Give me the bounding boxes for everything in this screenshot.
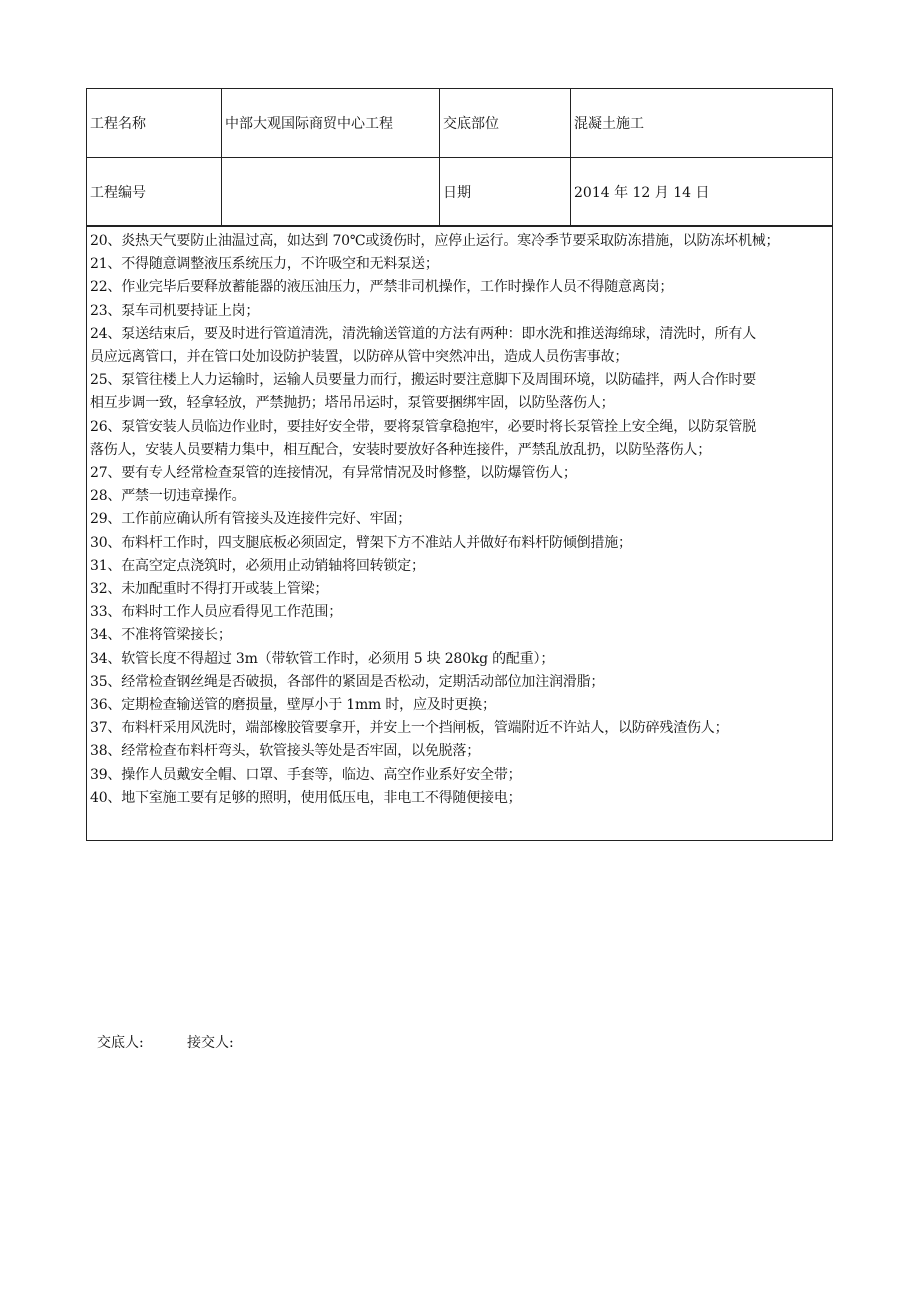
project-no-label: 工程编号 (87, 158, 222, 227)
content-line: 23、泵车司机要持证上岗； (90, 302, 260, 319)
content-line: 37、布料杆采用风洗时，端部橡胶管要拿开，并安上一个挡闸板，管端附近不许站人，以防碎残渣伤人； (90, 720, 729, 737)
content-line: 31、在高空定点浇筑时，必须用止动销轴将回转锁定； (90, 557, 425, 574)
content-line: 29、工作前应确认所有管接头及连接件完好、牢固； (90, 511, 412, 528)
content-line: 30、布料杆工作时，四支腿底板必须固定，臂架下方不准站人并做好布料杆防倾倒措施； (90, 534, 632, 551)
date-label: 日期 (440, 158, 571, 227)
content-line: 员应远离管口，并在管口处加设防护装置，以防碎从管中突然冲出，造成人员伤害事故； (90, 349, 629, 366)
location-label: 交底部位 (440, 89, 571, 158)
header-table (86, 88, 833, 227)
project-no-value (222, 158, 440, 227)
header-row-2 (87, 158, 833, 227)
location-value: 混凝土施工 (571, 89, 833, 158)
content-line: 25、泵管往楼上人力运输时，运输人员要量力而行，搬运时要注意脚下及周围环境，以防磕拌，两人合作时要 (90, 372, 757, 389)
project-name-label: 工程名称 (87, 89, 222, 158)
disclosure-content (86, 225, 833, 841)
content-line: 38、经常检查布料杆弯头，软管接头等处是否牢固，以免脱落； (90, 743, 481, 760)
content-line: 40、地下室施工要有足够的照明，使用低压电，非电工不得随便接电； (90, 789, 522, 806)
content-line: 34、不准将管梁接长； (90, 627, 232, 644)
header-row-1 (87, 89, 833, 158)
discloser-label: 交底人: (97, 1035, 144, 1051)
content-line: 落伤人，安装人员要精力集中，相互配合，安装时要放好各种连接件，严禁乱放乱扔，以防坠落伤人； (90, 441, 711, 458)
project-name-value: 中部大观国际商贸中心工程 (222, 89, 440, 158)
content-line: 33、布料时工作人员应看得见工作范围； (90, 604, 343, 621)
content-line: 26、泵管安装人员临边作业时，要挂好安全带，要将泵管拿稳抱牢，必要时将长泵管拴上安全绳，以防泵管脱 (90, 418, 757, 435)
content-line: 22、作业完毕后要释放蓄能器的液压油压力，严禁非司机操作，工作时操作人员不得随意离岗； (90, 279, 674, 296)
content-line: 27、要有专人经常检查泵管的连接情况，有异常情况及时修整，以防爆管伤人； (90, 465, 577, 482)
date-value: 2014 年 12 月 14 日 (571, 158, 833, 227)
content-line: 36、定期检查输送管的磨损量，壁厚小于 1mm 时，应及时更换； (90, 697, 496, 714)
content-line: 28、严禁一切违章操作。 (90, 488, 246, 505)
content-line: 24、泵送结束后，要及时进行管道清洗，清洗输送管道的方法有两种：即水洗和推送海绵球，清洗时，所有人 (90, 325, 757, 342)
content-line: 20、炎热天气要防止油温过高，如达到 70℃或烫伤时，应停止运行。寒冷季节要采取防冻措施，以防冻坏机械； (90, 233, 780, 249)
content-line: 21、不得随意调整液压系统压力，不许吸空和无料泵送； (90, 256, 439, 273)
content-line: 35、经常检查钢丝绳是否破损，各部件的紧固是否松动，定期活动部位加注润滑脂； (90, 673, 605, 690)
content-line: 34、软管长度不得超过 3m（带软管工作时，必须用 5 块 280kg 的配重）； (90, 650, 555, 667)
content-line: 32、未加配重时不得打开或装上管梁； (90, 581, 329, 598)
content-line: 39、操作人员戴安全帽、口罩、手套等，临边、高空作业系好安全带； (90, 766, 522, 783)
receiver-label: 接交人: (187, 1035, 234, 1051)
content-line: 相互步调一致，轻拿轻放，严禁抛扔；塔吊吊运时，泵管要捆绑牢固，以防坠落伤人； (90, 395, 615, 412)
